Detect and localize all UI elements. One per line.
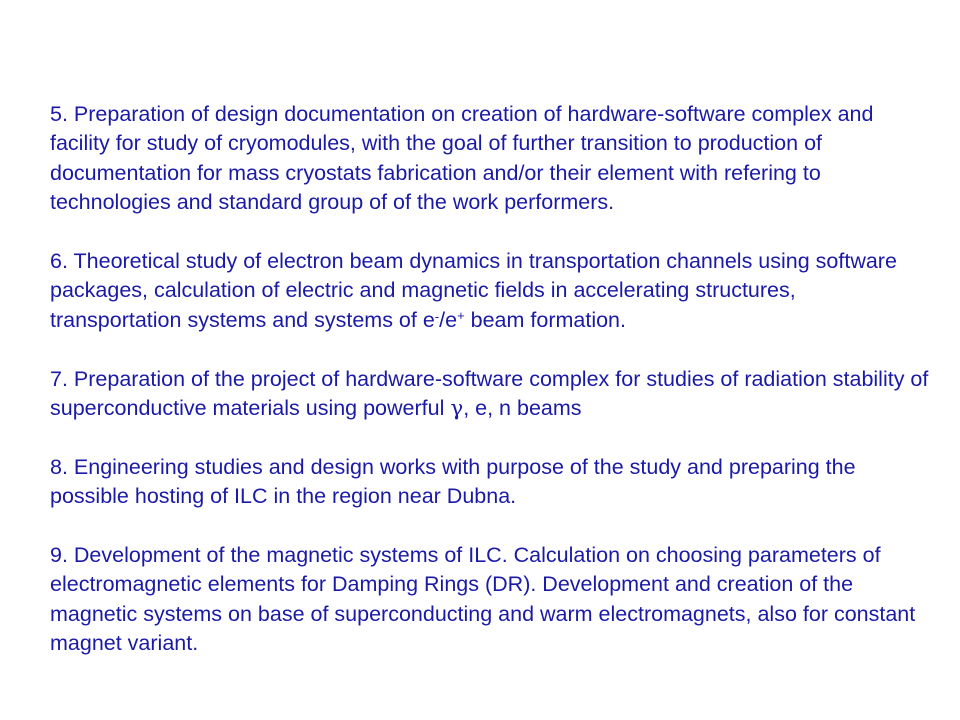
paragraph-6-text-end: beam formation. — [464, 307, 626, 332]
positron-slash-e: /e — [439, 307, 458, 332]
paragraph-8 — [50, 453, 930, 512]
paragraph-9 — [50, 541, 930, 659]
paragraph-9-text: 9. Development of the magnetic systems of ILC. Calculation on choosing parameters of electromagnetic elements for Damping Rings (DR). Development and creation of the magnetic systems on base of superconducting and warm electromagnets, also for constant magnet variant. — [50, 543, 916, 656]
paragraph-5 — [50, 100, 930, 218]
paragraph-7 — [50, 365, 930, 424]
electron-minus-sign: - — [434, 308, 440, 324]
paragraph-5-text: 5. Preparation of design documentation on creation of hardware-software complex and facility for study of cryomodules, with the goal of further transition to production of documentation for mass cryostats fabrication and/or their element with refering to technologies and standard group of of the work performers. — [50, 102, 874, 215]
positron-plus-sign: + — [457, 307, 465, 323]
paragraph-7-text: 7. Preparation of the project of hardware-software complex for studies of radiation stability of superconductive materials using powerful — [50, 366, 929, 421]
paragraph-6 — [50, 247, 930, 335]
paragraph-8-text: 8. Engineering studies and design works with purpose of the study and preparing the possible hosting of ILC in the region near Dubna. — [50, 454, 856, 509]
paragraph-7-text-end: , e, n beams — [463, 396, 582, 421]
gamma-symbol: γ — [450, 396, 464, 422]
text-body — [50, 100, 930, 659]
paragraph-6-text: 6. Theoretical study of electron beam dynamics in transportation channels using software packages, calculation of electric and magnetic fields in accelerating structures, transportation systems and systems of e — [50, 249, 897, 332]
